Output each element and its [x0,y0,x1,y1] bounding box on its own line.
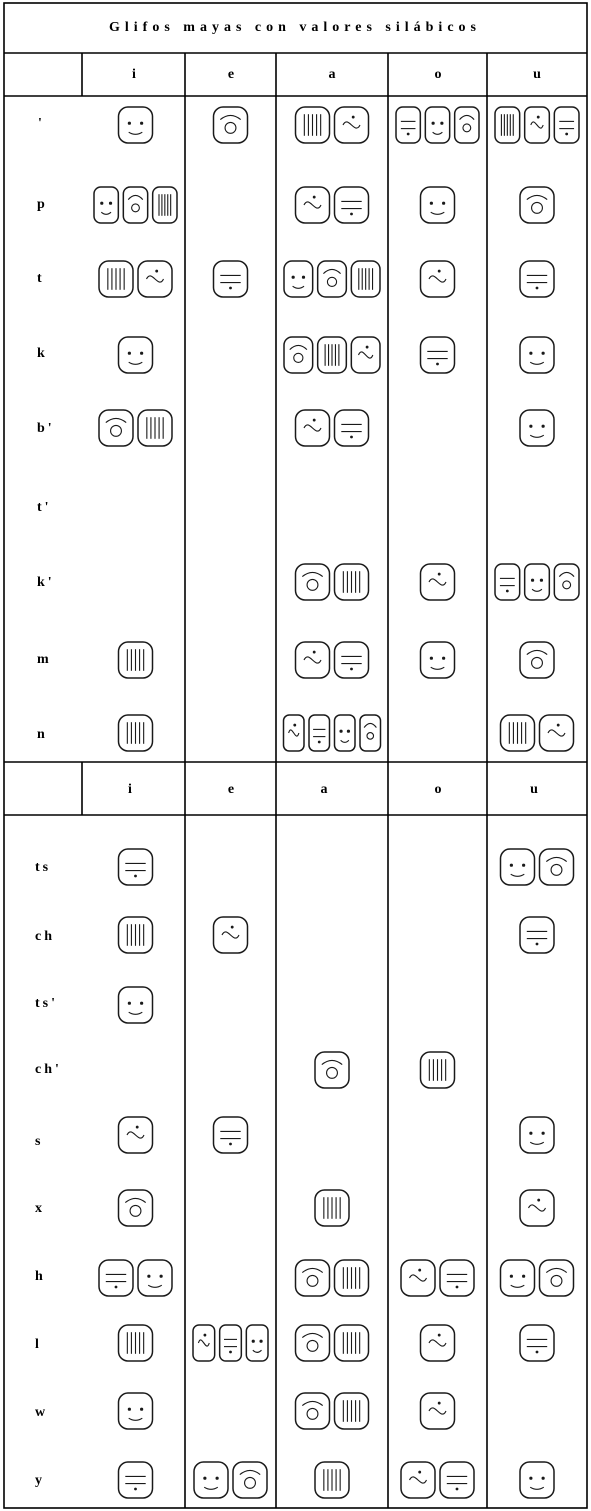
row-header: t [37,271,45,286]
maya-glyph [119,715,153,751]
maya-glyph [421,1393,455,1429]
maya-glyph [119,1190,153,1226]
row-header: x [35,1201,45,1216]
maya-glyph [554,564,579,600]
maya-glyph [520,187,554,223]
maya-glyph [119,1325,153,1361]
row-header: k' [37,575,55,590]
maya-glyph [284,715,305,751]
row-header: p [37,197,48,212]
maya-glyph [220,1325,242,1361]
maya-glyph [501,849,535,885]
maya-glyph [520,410,554,446]
maya-glyph [440,1260,474,1296]
col-header-u: u [530,782,538,797]
maya-glyph [318,261,347,297]
row-headers-bottom [35,860,62,1488]
row-header: s [35,1134,44,1149]
maya-glyph [335,642,369,678]
maya-glyph [296,1260,330,1296]
maya-glyph [520,261,554,297]
column-headers-top [132,67,541,82]
maya-glyph [153,187,177,223]
maya-glyph [138,410,172,446]
maya-glyph [214,107,248,143]
col-header-o: o [434,782,442,797]
maya-glyph [123,187,147,223]
maya-glyph [425,107,449,143]
maya-glyph [335,715,356,751]
maya-glyph [119,337,153,373]
maya-glyph [401,1462,435,1498]
maya-glyph [296,1393,330,1429]
maya-glyph [335,1260,369,1296]
row-header: y [35,1473,45,1488]
maya-glyph [138,1260,172,1296]
maya-glyph [520,1117,554,1153]
row-header: b' [37,421,55,436]
maya-glyph [495,564,520,600]
maya-glyph [246,1325,268,1361]
row-header: ' [38,116,45,131]
col-header-a: a [320,782,328,797]
maya-glyph [335,1325,369,1361]
maya-glyph [501,1260,535,1296]
maya-glyph [520,642,554,678]
maya-glyph [284,261,313,297]
maya-glyph [520,1462,554,1498]
row-header: h [35,1269,46,1284]
maya-glyph [194,1462,228,1498]
maya-glyph [421,187,455,223]
row-header: w [35,1405,49,1420]
row-header: ch [35,929,55,944]
maya-glyph [214,1117,248,1153]
maya-glyph [495,107,520,143]
maya-glyph [335,564,369,600]
maya-glyph [119,1117,153,1153]
maya-glyph [335,410,369,446]
maya-glyph [119,917,153,953]
maya-glyph [315,1052,349,1088]
maya-glyph [396,107,420,143]
maya-glyph [214,917,248,953]
maya-glyph [540,849,574,885]
maya-glyph [99,1260,133,1296]
maya-glyph [554,107,579,143]
maya-glyph [296,1325,330,1361]
maya-glyph [421,261,455,297]
maya-glyph [335,107,369,143]
maya-glyph [94,187,118,223]
maya-glyph [520,337,554,373]
row-header: l [35,1337,42,1352]
col-header-i: i [128,782,132,797]
col-header-o: o [434,67,442,82]
maya-glyph [296,410,330,446]
maya-glyph [296,564,330,600]
maya-glyph [296,187,330,223]
row-header: ch' [35,1062,62,1077]
row-headers-top [37,116,55,742]
maya-glyph [421,1052,455,1088]
maya-glyph [520,917,554,953]
maya-glyph [501,715,535,751]
maya-glyph [318,337,347,373]
maya-glyph [351,261,380,297]
maya-glyph [351,337,380,373]
maya-glyph [421,337,455,373]
maya-glyph [525,107,550,143]
maya-glyph [119,1393,153,1429]
maya-glyph [401,1260,435,1296]
row-header: t' [37,500,52,515]
row-header: n [37,727,48,742]
maya-glyph [525,564,550,600]
maya-glyph [138,261,172,297]
row-header: k [37,346,48,361]
maya-glyph [309,715,330,751]
row-header: ts [35,860,52,875]
column-headers-bottom [128,782,538,797]
maya-glyph [119,642,153,678]
maya-glyph [119,987,153,1023]
col-header-u: u [533,67,541,82]
col-header-a: a [328,67,336,82]
maya-glyph [540,1260,574,1296]
maya-glyph [335,1393,369,1429]
col-header-i: i [132,67,136,82]
table-title: Glifos mayas con valores silábicos [109,20,481,35]
col-header-e: e [227,782,235,797]
maya-glyph [335,187,369,223]
maya-glyph [455,107,479,143]
maya-glyph [119,107,153,143]
maya-glyph [214,261,248,297]
maya-glyph [99,261,133,297]
maya-glyph [315,1462,349,1498]
maya-glyph [440,1462,474,1498]
maya-glyph [119,1462,153,1498]
maya-glyph [360,715,381,751]
maya-glyph [421,642,455,678]
glyph-layer [94,107,579,1498]
maya-glyph [284,337,313,373]
maya-glyph [296,642,330,678]
row-header: m [37,652,52,667]
maya-glyph [421,564,455,600]
row-header: ts' [35,996,58,1011]
maya-glyph [421,1325,455,1361]
maya-glyph [119,849,153,885]
maya-glyph [540,715,574,751]
col-header-e: e [227,67,235,82]
maya-glyph [520,1325,554,1361]
maya-glyph [315,1190,349,1226]
maya-glyph [233,1462,267,1498]
maya-glyph [99,410,133,446]
maya-glyph [520,1190,554,1226]
maya-glyph [193,1325,215,1361]
maya-glyph [296,107,330,143]
